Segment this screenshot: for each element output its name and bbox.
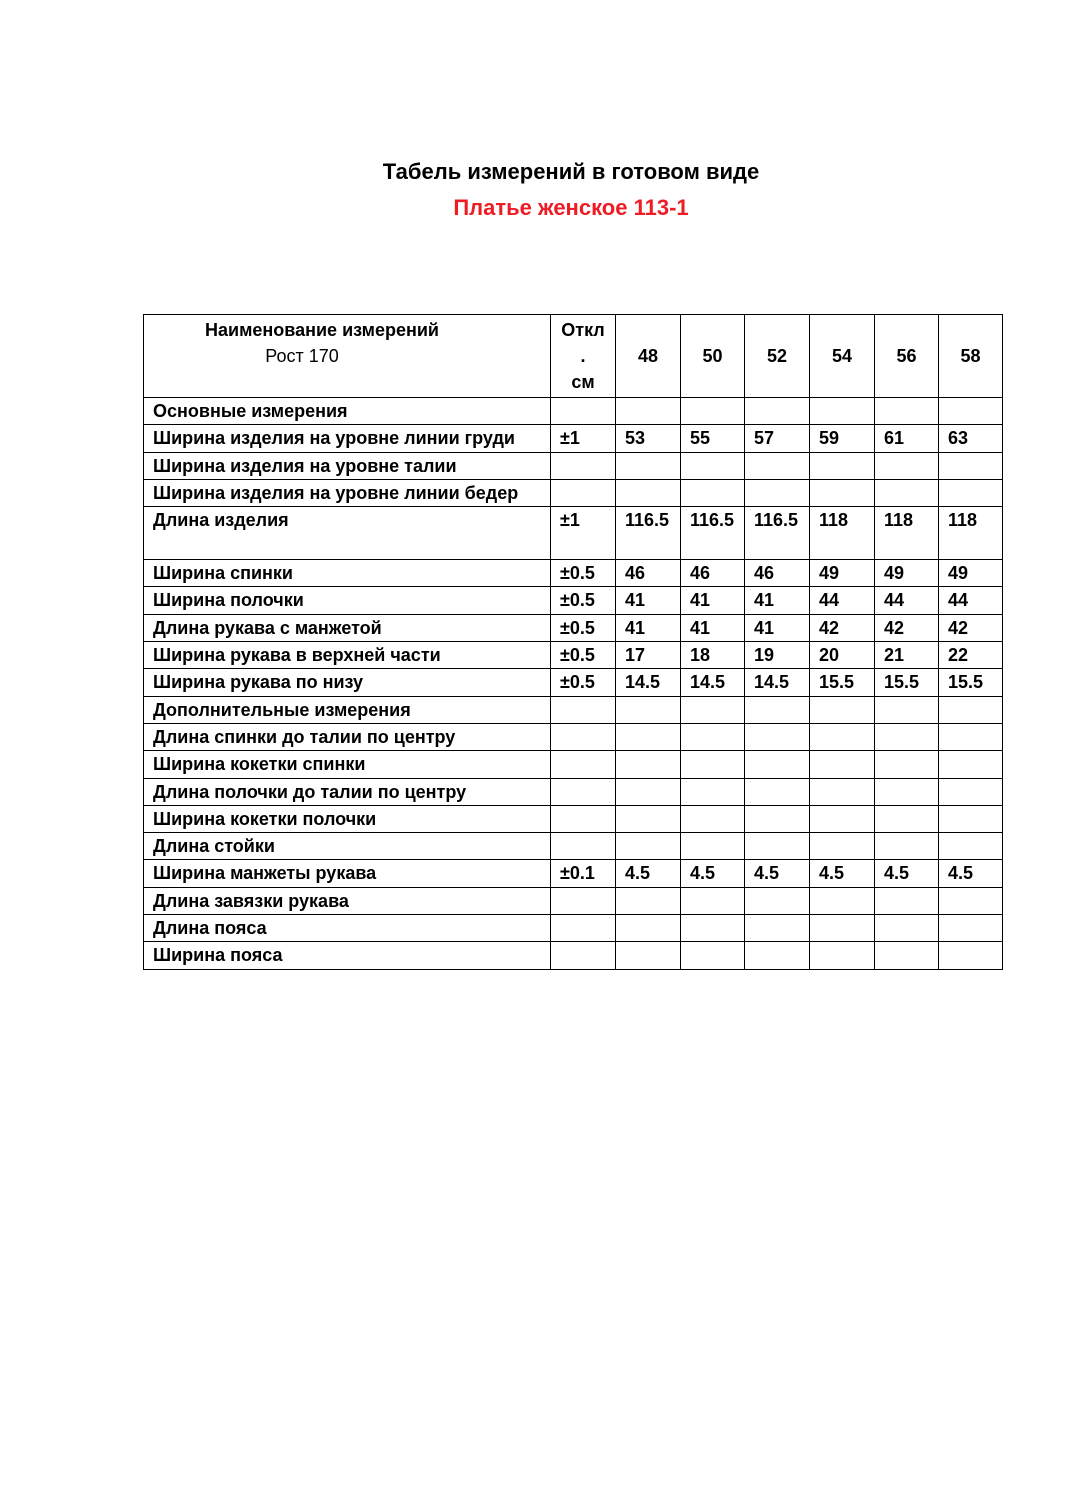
size-value-cell bbox=[875, 887, 939, 914]
header-tolerance-part: . bbox=[580, 346, 586, 366]
size-value-cell: 44 bbox=[875, 587, 939, 614]
size-value-cell bbox=[939, 942, 1003, 969]
size-value-cell: 46 bbox=[616, 560, 681, 587]
measurement-name-cell: Ширина кокетки спинки bbox=[144, 751, 551, 778]
size-value-cell: 15.5 bbox=[939, 669, 1003, 696]
header-tolerance-part: Откл bbox=[561, 320, 605, 340]
size-value-cell bbox=[939, 479, 1003, 506]
header-size-cell: 48 bbox=[616, 315, 681, 398]
size-value-cell: 61 bbox=[875, 425, 939, 452]
header-name-label: Наименование измерений bbox=[205, 320, 439, 340]
table-row bbox=[144, 560, 1003, 587]
size-value-cell bbox=[616, 778, 681, 805]
size-value-cell bbox=[875, 751, 939, 778]
size-value-cell bbox=[745, 887, 810, 914]
table-row bbox=[144, 479, 1003, 506]
size-value-cell bbox=[810, 452, 875, 479]
size-value-cell bbox=[616, 942, 681, 969]
size-value-cell bbox=[745, 833, 810, 860]
size-value-cell: 4.5 bbox=[939, 860, 1003, 887]
tolerance-cell bbox=[551, 887, 616, 914]
size-value-cell: 41 bbox=[745, 587, 810, 614]
size-value-cell: 19 bbox=[745, 642, 810, 669]
table-row bbox=[144, 425, 1003, 452]
tolerance-cell bbox=[551, 696, 616, 723]
table-row bbox=[144, 778, 1003, 805]
measurement-name-cell: Длина полочки до талии по центру bbox=[144, 778, 551, 805]
size-value-cell bbox=[810, 942, 875, 969]
tolerance-cell: ±0.5 bbox=[551, 560, 616, 587]
table-row bbox=[144, 833, 1003, 860]
size-value-cell: 49 bbox=[939, 560, 1003, 587]
size-value-cell bbox=[745, 696, 810, 723]
tolerance-cell bbox=[551, 398, 616, 425]
size-value-cell bbox=[875, 942, 939, 969]
size-value-cell bbox=[939, 915, 1003, 942]
size-value-cell bbox=[616, 915, 681, 942]
size-value-cell bbox=[681, 942, 745, 969]
size-value-cell bbox=[939, 398, 1003, 425]
size-value-cell: 46 bbox=[745, 560, 810, 587]
header-size-cell: 54 bbox=[810, 315, 875, 398]
size-value-cell: 21 bbox=[875, 642, 939, 669]
size-value-cell bbox=[616, 723, 681, 750]
header-tolerance-cell bbox=[551, 315, 616, 398]
size-value-cell bbox=[875, 479, 939, 506]
header-size-cell: 52 bbox=[745, 315, 810, 398]
size-value-cell bbox=[681, 887, 745, 914]
size-value-cell: 55 bbox=[681, 425, 745, 452]
size-value-cell bbox=[875, 452, 939, 479]
size-value-cell bbox=[875, 833, 939, 860]
size-value-cell bbox=[616, 479, 681, 506]
tolerance-cell bbox=[551, 915, 616, 942]
size-value-cell: 4.5 bbox=[681, 860, 745, 887]
tolerance-cell: ±0.5 bbox=[551, 614, 616, 641]
tolerance-cell: ±0.5 bbox=[551, 669, 616, 696]
tolerance-cell bbox=[551, 751, 616, 778]
table-row bbox=[144, 805, 1003, 832]
table-row bbox=[144, 915, 1003, 942]
size-value-cell bbox=[810, 696, 875, 723]
size-value-cell: 42 bbox=[875, 614, 939, 641]
measurement-name-cell: Ширина рукава в верхней части bbox=[144, 642, 551, 669]
size-value-cell: 18 bbox=[681, 642, 745, 669]
size-value-cell: 4.5 bbox=[810, 860, 875, 887]
size-value-cell bbox=[745, 778, 810, 805]
size-value-cell bbox=[939, 833, 1003, 860]
header-name-cell bbox=[144, 315, 551, 398]
tolerance-cell: ±1 bbox=[551, 507, 616, 560]
size-value-cell bbox=[681, 915, 745, 942]
size-value-cell: 49 bbox=[875, 560, 939, 587]
table-row bbox=[144, 587, 1003, 614]
size-value-cell: 118 bbox=[875, 507, 939, 560]
size-value-cell bbox=[875, 778, 939, 805]
size-value-cell: 14.5 bbox=[616, 669, 681, 696]
size-value-cell: 42 bbox=[810, 614, 875, 641]
table-row bbox=[144, 887, 1003, 914]
size-value-cell bbox=[810, 833, 875, 860]
table-row bbox=[144, 942, 1003, 969]
table-row bbox=[144, 751, 1003, 778]
tolerance-cell bbox=[551, 833, 616, 860]
measurement-name-cell: Ширина изделия на уровне линии бедер bbox=[144, 479, 551, 506]
size-value-cell bbox=[810, 805, 875, 832]
size-value-cell bbox=[745, 751, 810, 778]
table-header-row bbox=[144, 315, 1003, 398]
size-value-cell bbox=[681, 398, 745, 425]
size-value-cell bbox=[616, 805, 681, 832]
size-value-cell bbox=[745, 915, 810, 942]
table-row bbox=[144, 642, 1003, 669]
size-value-cell: 59 bbox=[810, 425, 875, 452]
size-value-cell: 46 bbox=[681, 560, 745, 587]
size-value-cell: 116.5 bbox=[745, 507, 810, 560]
size-value-cell bbox=[810, 479, 875, 506]
measurement-name-cell: Длина завязки рукава bbox=[144, 887, 551, 914]
size-value-cell: 41 bbox=[681, 614, 745, 641]
size-value-cell: 116.5 bbox=[681, 507, 745, 560]
size-value-cell bbox=[681, 723, 745, 750]
size-value-cell bbox=[810, 723, 875, 750]
size-value-cell bbox=[681, 805, 745, 832]
tolerance-cell: ±0.5 bbox=[551, 587, 616, 614]
size-value-cell: 49 bbox=[810, 560, 875, 587]
measurement-name-cell: Ширина пояса bbox=[144, 942, 551, 969]
size-value-cell bbox=[745, 479, 810, 506]
page-subtitle: Платье женское 113-1 bbox=[453, 195, 689, 220]
size-value-cell: 44 bbox=[939, 587, 1003, 614]
size-value-cell bbox=[681, 696, 745, 723]
measurement-name-cell: Ширина кокетки полочки bbox=[144, 805, 551, 832]
size-value-cell bbox=[681, 479, 745, 506]
size-value-cell bbox=[681, 452, 745, 479]
size-value-cell bbox=[875, 915, 939, 942]
size-value-cell: 14.5 bbox=[745, 669, 810, 696]
size-value-cell: 44 bbox=[810, 587, 875, 614]
tolerance-cell bbox=[551, 942, 616, 969]
size-value-cell bbox=[939, 751, 1003, 778]
size-value-cell bbox=[745, 452, 810, 479]
tolerance-cell: ±1 bbox=[551, 425, 616, 452]
size-value-cell bbox=[810, 751, 875, 778]
tolerance-cell bbox=[551, 723, 616, 750]
size-value-cell: 17 bbox=[616, 642, 681, 669]
measurements-table bbox=[143, 314, 1003, 970]
tolerance-cell bbox=[551, 452, 616, 479]
measurement-name-cell: Длина стойки bbox=[144, 833, 551, 860]
tolerance-cell bbox=[551, 778, 616, 805]
tolerance-cell bbox=[551, 805, 616, 832]
header-height-label: Рост 170 bbox=[265, 346, 339, 366]
measurement-name-cell: Дополнительные измерения bbox=[144, 696, 551, 723]
table-row bbox=[144, 723, 1003, 750]
size-value-cell bbox=[939, 805, 1003, 832]
size-value-cell bbox=[810, 778, 875, 805]
size-value-cell bbox=[681, 833, 745, 860]
size-value-cell: 118 bbox=[810, 507, 875, 560]
measurement-name-cell: Основные измерения bbox=[144, 398, 551, 425]
table-row bbox=[144, 452, 1003, 479]
table-row bbox=[144, 669, 1003, 696]
size-value-cell: 20 bbox=[810, 642, 875, 669]
size-value-cell: 41 bbox=[745, 614, 810, 641]
measurement-name-cell: Длина спинки до талии по центру bbox=[144, 723, 551, 750]
size-value-cell bbox=[939, 887, 1003, 914]
size-value-cell: 42 bbox=[939, 614, 1003, 641]
size-value-cell bbox=[810, 915, 875, 942]
measurement-name-cell: Ширина изделия на уровне линии груди bbox=[144, 425, 551, 452]
measurement-name-cell: Длина пояса bbox=[144, 915, 551, 942]
size-value-cell bbox=[616, 398, 681, 425]
table-row bbox=[144, 860, 1003, 887]
size-value-cell bbox=[616, 751, 681, 778]
size-value-cell bbox=[745, 398, 810, 425]
table-row bbox=[144, 398, 1003, 425]
size-value-cell bbox=[875, 723, 939, 750]
size-value-cell bbox=[810, 887, 875, 914]
tolerance-cell: ±0.1 bbox=[551, 860, 616, 887]
size-value-cell bbox=[681, 778, 745, 805]
size-value-cell bbox=[616, 696, 681, 723]
size-value-cell bbox=[939, 452, 1003, 479]
size-value-cell bbox=[875, 805, 939, 832]
size-value-cell: 22 bbox=[939, 642, 1003, 669]
size-value-cell bbox=[745, 942, 810, 969]
size-value-cell bbox=[616, 833, 681, 860]
size-value-cell bbox=[939, 696, 1003, 723]
size-value-cell bbox=[875, 398, 939, 425]
size-value-cell: 4.5 bbox=[745, 860, 810, 887]
size-value-cell bbox=[939, 723, 1003, 750]
measurement-name-cell: Ширина спинки bbox=[144, 560, 551, 587]
header-size-cell: 50 bbox=[681, 315, 745, 398]
size-value-cell bbox=[745, 723, 810, 750]
header-size-cell: 56 bbox=[875, 315, 939, 398]
size-value-cell: 118 bbox=[939, 507, 1003, 560]
size-value-cell: 41 bbox=[681, 587, 745, 614]
tolerance-cell bbox=[551, 479, 616, 506]
size-value-cell bbox=[810, 398, 875, 425]
measurement-name-cell: Ширина изделия на уровне талии bbox=[144, 452, 551, 479]
measurement-name-cell: Длина рукава с манжетой bbox=[144, 614, 551, 641]
size-value-cell: 15.5 bbox=[875, 669, 939, 696]
table-row bbox=[144, 614, 1003, 641]
page-title: Табель измерений в готовом виде bbox=[382, 159, 760, 184]
measurement-name-cell: Ширина рукава по низу bbox=[144, 669, 551, 696]
size-value-cell: 41 bbox=[616, 614, 681, 641]
size-value-cell: 53 bbox=[616, 425, 681, 452]
header-size-cell: 58 bbox=[939, 315, 1003, 398]
size-value-cell: 4.5 bbox=[616, 860, 681, 887]
size-value-cell bbox=[745, 805, 810, 832]
size-value-cell bbox=[681, 751, 745, 778]
size-value-cell bbox=[616, 452, 681, 479]
table-row bbox=[144, 507, 1003, 560]
size-value-cell: 57 bbox=[745, 425, 810, 452]
size-value-cell bbox=[939, 778, 1003, 805]
size-value-cell: 14.5 bbox=[681, 669, 745, 696]
header-tolerance-part: см bbox=[571, 372, 595, 392]
size-value-cell: 15.5 bbox=[810, 669, 875, 696]
size-value-cell: 4.5 bbox=[875, 860, 939, 887]
size-value-cell: 116.5 bbox=[616, 507, 681, 560]
measurement-name-cell: Длина изделия bbox=[144, 507, 551, 560]
size-value-cell: 63 bbox=[939, 425, 1003, 452]
tolerance-cell: ±0.5 bbox=[551, 642, 616, 669]
table-row bbox=[144, 696, 1003, 723]
size-value-cell: 41 bbox=[616, 587, 681, 614]
measurement-name-cell: Ширина манжеты рукава bbox=[144, 860, 551, 887]
size-value-cell bbox=[875, 696, 939, 723]
measurement-name-cell: Ширина полочки bbox=[144, 587, 551, 614]
size-value-cell bbox=[616, 887, 681, 914]
